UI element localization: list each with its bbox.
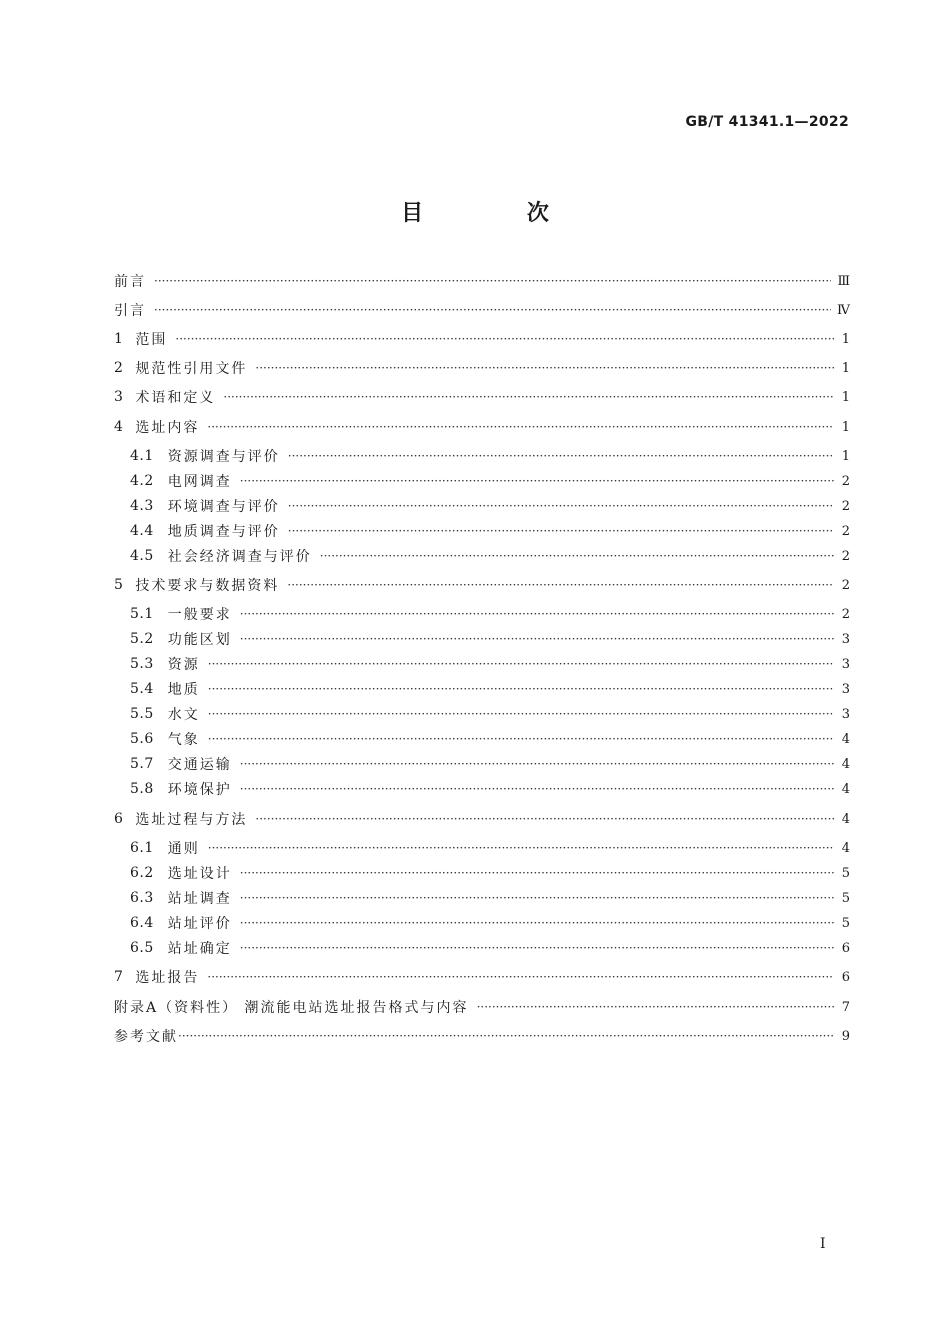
toc-entry-label: 电网调查 bbox=[167, 474, 232, 490]
toc-dot-leader bbox=[240, 607, 834, 621]
toc-dot-leader bbox=[320, 549, 834, 563]
toc-entry-number: 4.2 bbox=[130, 473, 154, 489]
toc-dot-leader bbox=[154, 303, 831, 317]
toc-entry-number: 1 bbox=[114, 331, 124, 347]
toc-dot-leader bbox=[208, 682, 834, 696]
toc-entry[interactable] bbox=[130, 837, 850, 859]
toc-entry-label: 站址确定 bbox=[167, 941, 232, 957]
toc-dot-leader bbox=[207, 970, 834, 984]
toc-entry-page: 1 bbox=[841, 448, 850, 464]
toc-entry[interactable] bbox=[130, 678, 850, 700]
toc-entry-page: 6 bbox=[841, 969, 850, 985]
toc-entry-page: 3 bbox=[841, 656, 850, 672]
toc-entry-label: 选址设计 bbox=[167, 866, 232, 882]
toc-entry-page: Ⅲ bbox=[837, 273, 850, 289]
toc-entry-page: 2 bbox=[841, 606, 850, 622]
toc-entry-page: 3 bbox=[841, 706, 850, 722]
toc-dot-leader bbox=[240, 866, 834, 880]
toc-entry[interactable] bbox=[114, 996, 850, 1018]
toc-entry[interactable] bbox=[114, 1025, 850, 1047]
toc-entry-label: 站址调查 bbox=[167, 891, 232, 907]
toc-entry[interactable] bbox=[114, 808, 850, 830]
toc-dot-leader bbox=[240, 891, 834, 905]
toc-dot-leader bbox=[288, 449, 834, 463]
toc-entry-page: 3 bbox=[841, 681, 850, 697]
toc-dot-leader bbox=[477, 1000, 834, 1014]
toc-entry-page: 9 bbox=[841, 1028, 850, 1044]
toc-entry-label: 水文 bbox=[167, 707, 200, 723]
toc-entry-number: 5.4 bbox=[130, 681, 154, 697]
toc-entry-page: 4 bbox=[841, 731, 850, 747]
toc-entry-label: 引言 bbox=[114, 303, 146, 319]
toc-entry-number: 6 bbox=[114, 811, 124, 827]
toc-entry-page: 2 bbox=[841, 473, 850, 489]
toc-entry-label: 前言 bbox=[114, 274, 146, 290]
toc-entry-page: 5 bbox=[841, 865, 850, 881]
toc-entry[interactable] bbox=[114, 416, 850, 438]
toc-dot-leader bbox=[208, 707, 834, 721]
toc-entry-number: 4 bbox=[114, 419, 124, 435]
toc-entry-page: Ⅳ bbox=[837, 302, 850, 318]
toc-entry-number: 6.5 bbox=[130, 940, 154, 956]
toc-entry[interactable] bbox=[114, 328, 850, 350]
toc-entry-number: 5 bbox=[114, 577, 124, 593]
toc-dot-leader bbox=[208, 732, 834, 746]
toc-entry-number: 2 bbox=[114, 360, 124, 376]
toc-entry-label: 地质 bbox=[167, 682, 200, 698]
toc-entry[interactable] bbox=[130, 887, 850, 909]
toc-dot-leader bbox=[240, 782, 834, 796]
toc-entry-number: 3 bbox=[114, 389, 124, 405]
toc-entry[interactable] bbox=[114, 966, 850, 988]
toc-entry-label: 附录A（资料性） 潮流能电站选址报告格式与内容 bbox=[114, 1000, 469, 1016]
toc-entry-number: 5.7 bbox=[130, 756, 154, 772]
toc-entry-number: 5.3 bbox=[130, 656, 154, 672]
toc-dot-leader bbox=[208, 841, 834, 855]
toc-entry-label: 资源调查与评价 bbox=[167, 449, 280, 465]
toc-entry-label: 参考文献 bbox=[114, 1029, 178, 1045]
toc-dot-leader bbox=[288, 524, 834, 538]
toc-dot-leader bbox=[288, 499, 834, 513]
toc-entry-page: 7 bbox=[841, 999, 850, 1015]
toc-entry-page: 2 bbox=[841, 577, 850, 593]
toc-entry-label: 社会经济调查与评价 bbox=[167, 549, 312, 565]
toc-entry[interactable] bbox=[114, 357, 850, 379]
toc-entry-label: 资源 bbox=[167, 657, 200, 673]
toc-entry-label: 通则 bbox=[167, 841, 200, 857]
toc-entry-page: 6 bbox=[841, 940, 850, 956]
toc-dot-leader bbox=[154, 274, 831, 288]
footer-page-number: I bbox=[820, 1236, 826, 1252]
toc-entry-label: 站址评价 bbox=[167, 916, 232, 932]
toc-entry-number: 6.4 bbox=[130, 915, 154, 931]
toc-entry[interactable] bbox=[114, 299, 850, 321]
toc-entry-number: 7 bbox=[114, 969, 124, 985]
toc-entry-page: 4 bbox=[841, 756, 850, 772]
toc-entry-label: 一般要求 bbox=[167, 607, 232, 623]
toc-entry-page: 4 bbox=[841, 811, 850, 827]
toc-entry-label: 术语和定义 bbox=[135, 390, 216, 406]
toc-entry-number: 5.2 bbox=[130, 631, 154, 647]
toc-entry-label: 范围 bbox=[135, 332, 168, 348]
toc-dot-leader bbox=[175, 332, 834, 346]
toc-entry-page: 5 bbox=[841, 890, 850, 906]
toc-entry[interactable] bbox=[130, 912, 850, 934]
toc-entry-page: 4 bbox=[841, 781, 850, 797]
toc-entry-number: 4.4 bbox=[130, 523, 154, 539]
toc-entry-page: 2 bbox=[841, 523, 850, 539]
toc-entry-page: 4 bbox=[841, 840, 850, 856]
toc-dot-leader bbox=[255, 361, 834, 375]
toc-entry[interactable] bbox=[130, 445, 850, 467]
toc-dot-leader bbox=[240, 757, 834, 771]
toc-entry-number: 4.1 bbox=[130, 448, 154, 464]
toc-entry-page: 1 bbox=[841, 419, 850, 435]
standard-code: GB/T 41341.1—2022 bbox=[685, 114, 849, 130]
toc-entry-number: 5.6 bbox=[130, 731, 154, 747]
toc-entry-label: 功能区划 bbox=[167, 632, 232, 648]
toc-entry-page: 2 bbox=[841, 548, 850, 564]
toc-entry[interactable] bbox=[130, 778, 850, 800]
toc-dot-leader bbox=[208, 657, 834, 671]
toc-entry[interactable] bbox=[130, 753, 850, 775]
toc-entry[interactable] bbox=[130, 495, 850, 517]
toc-entry-label: 环境调查与评价 bbox=[167, 499, 280, 515]
toc-dot-leader bbox=[240, 632, 834, 646]
toc-entry-number: 5.5 bbox=[130, 706, 154, 722]
toc-entry-label: 交通运输 bbox=[167, 757, 232, 773]
toc-entry-label: 气象 bbox=[167, 732, 200, 748]
toc-entry[interactable] bbox=[130, 545, 850, 567]
toc-entry-number: 5.8 bbox=[130, 781, 154, 797]
toc-entry-page: 2 bbox=[841, 498, 850, 514]
toc-entry-number: 4.3 bbox=[130, 498, 154, 514]
toc-entry-page: 1 bbox=[841, 360, 850, 376]
toc-entry[interactable] bbox=[114, 386, 850, 408]
toc-dot-leader bbox=[240, 474, 834, 488]
toc-dot-leader bbox=[207, 420, 834, 434]
toc-entry-number: 5.1 bbox=[130, 606, 154, 622]
toc-entry-label: 技术要求与数据资料 bbox=[135, 578, 280, 594]
toc-entry[interactable] bbox=[130, 603, 850, 625]
toc-entry[interactable] bbox=[130, 862, 850, 884]
toc-entry[interactable] bbox=[130, 470, 850, 492]
toc-entry[interactable] bbox=[130, 653, 850, 675]
toc-entry-label: 选址内容 bbox=[135, 420, 200, 436]
toc-entry-page: 1 bbox=[841, 389, 850, 405]
toc-entry[interactable] bbox=[114, 270, 850, 292]
toc-entry[interactable] bbox=[130, 728, 850, 750]
page-title: 目 次 bbox=[401, 201, 597, 226]
toc-entry-label: 选址过程与方法 bbox=[135, 812, 248, 828]
toc-dot-leader bbox=[178, 1029, 834, 1043]
toc-dot-leader bbox=[287, 578, 834, 592]
toc-entry-label: 规范性引用文件 bbox=[135, 361, 248, 377]
toc-entry[interactable] bbox=[114, 574, 850, 596]
toc-entry[interactable] bbox=[130, 703, 850, 725]
toc-entry-page: 3 bbox=[841, 631, 850, 647]
toc-entry[interactable] bbox=[130, 628, 850, 650]
toc-entry-label: 地质调查与评价 bbox=[167, 524, 280, 540]
toc-entry-number: 4.5 bbox=[130, 548, 154, 564]
toc-entry[interactable] bbox=[130, 520, 850, 542]
toc-entry-label: 环境保护 bbox=[167, 782, 232, 798]
toc-entry[interactable] bbox=[130, 937, 850, 959]
toc-dot-leader bbox=[255, 812, 834, 826]
toc-entry-page: 1 bbox=[841, 331, 850, 347]
toc-dot-leader bbox=[240, 941, 834, 955]
toc-entry-page: 5 bbox=[841, 915, 850, 931]
toc-dot-leader bbox=[240, 916, 834, 930]
toc-entry-number: 6.3 bbox=[130, 890, 154, 906]
toc-entry-label: 选址报告 bbox=[135, 970, 200, 986]
toc-entry-number: 6.2 bbox=[130, 865, 154, 881]
toc-dot-leader bbox=[223, 390, 834, 404]
toc-entry-number: 6.1 bbox=[130, 840, 154, 856]
